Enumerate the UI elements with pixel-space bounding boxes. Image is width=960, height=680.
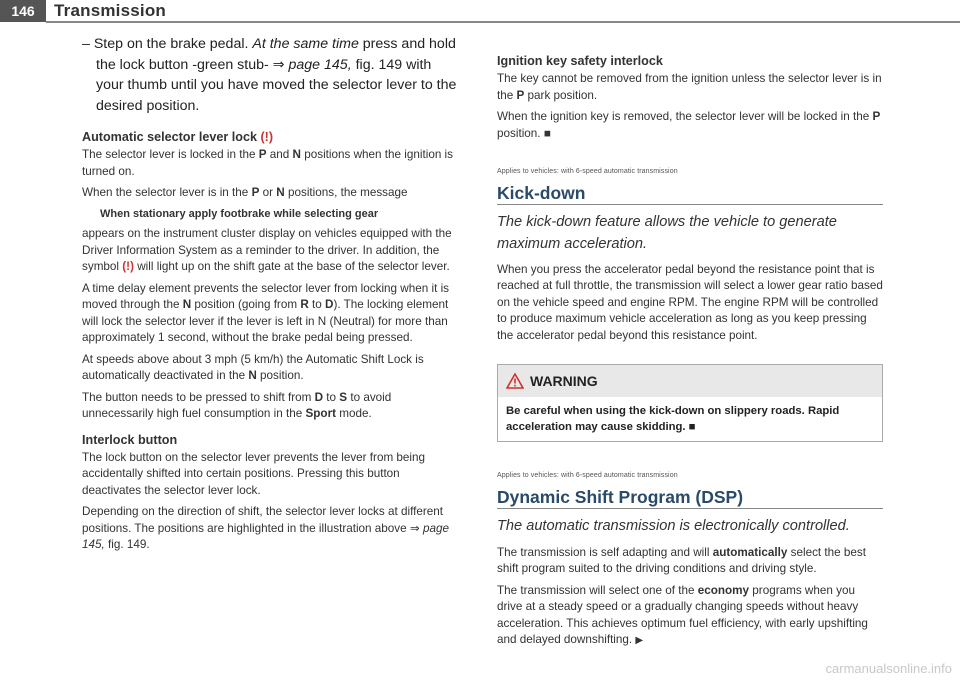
applies-note: Applies to vehicles: with 6-speed automatic transmission [497, 472, 678, 479]
heading-auto-lock: Automatic selector lever lock (!) [82, 130, 274, 144]
paragraph: When the ignition key is removed, the selector lever will be locked in the P position. ■ [497, 110, 881, 140]
right-column [497, 34, 883, 650]
paragraph: The button needs to be pressed to shift from D to S to avoid unnecessarily high fuel consumption in the Sport mode. [82, 390, 392, 420]
watermark: carmanualsonline.info [825, 661, 952, 676]
display-message: When stationary apply footbrake while selecting gear [100, 207, 379, 220]
page-header [0, 0, 960, 24]
paragraph: Depending on the direction of shift, the selector lever locks at different positions. The positions are highlighted in the illustration above ⇒ page 145, fig. 149. [82, 505, 449, 551]
heading-interlock: Interlock button [82, 432, 178, 447]
warning-header [498, 365, 882, 397]
paragraph: appears on the instrument cluster display on vehicles equipped with the Driver Information System as a reminder to the driver. In addition, the symbol (!) will light up on the shift gate at the base of the selector lever. [82, 227, 452, 273]
heading-dsp: Dynamic Shift Program (DSP) [497, 486, 744, 507]
section-intro: The automatic transmission is electronically controlled. [497, 517, 850, 534]
heading-rule [497, 204, 883, 205]
step-instruction: – Step on the brake pedal. At the same time press and hold the lock button -green stub- ⇒ page 145, fig. 149 with your thumb until you have moved the selector lever to the desired position. [82, 36, 457, 114]
paragraph: When the selector lever is in the P or N positions, the message [82, 186, 408, 199]
paragraph: The key cannot be removed from the ignition unless the selector lever is in the P park position. [497, 72, 882, 102]
applies-note: Applies to vehicles: with 6-speed automatic transmission [497, 168, 678, 175]
paragraph: The transmission is self adapting and will automatically select the best shift program suited to the driving conditions and driving style. [497, 545, 867, 575]
foot-brake-icon: (!) [122, 260, 134, 273]
page-ref-link[interactable]: page 145, [288, 56, 352, 73]
warning-box [497, 364, 883, 442]
section-title: Transmission [54, 1, 166, 20]
continue-arrow-icon[interactable]: ▶ [635, 635, 644, 646]
paragraph: A time delay element prevents the selector lever from locking when it is moved through the N position (going from R to D). The locking element will lock the selector lever if the lever is left in N (Neutral) for more than approximately 1 second, without the brake pedal being pressed. [82, 281, 450, 344]
foot-brake-icon: (!) [260, 130, 274, 144]
left-column [82, 34, 462, 554]
heading-rule [497, 508, 883, 509]
paragraph: At speeds above about 3 mph (5 km/h) the Automatic Shift Lock is automatically deactivated in the N position. [82, 352, 424, 382]
header-rule [46, 21, 960, 23]
warning-triangle-icon [506, 373, 524, 389]
paragraph: The transmission will select one of the economy programs when you drive at a steady speed or a gradually changing speeds without heavy acceleration. This achieves optimum fuel efficiency, with early upshifting and delayed downshifting. ▶ [497, 583, 868, 646]
page-number: 146 [0, 0, 46, 22]
page-ref-link[interactable]: page 145, [82, 521, 449, 551]
paragraph: When you press the accelerator pedal beyond the resistance point that is reached at full throttle, the transmission will select a lower gear ratio based on the vehicle speed and engine RPM. The engine RPM will be controlled to produce maximum vehicle acceleration as long as you keep pressing the accelerator pedal beyond this resistance point. [497, 262, 883, 342]
paragraph: The lock button on the selector lever prevents the lever from being accidentally shifted into certain positions. Pressing this button deactivates the selector lever lock. [82, 450, 426, 497]
heading-kick-down: Kick-down [497, 182, 586, 203]
warning-title: WARNING [530, 373, 598, 389]
warning-body: Be careful when using the kick-down on slippery roads. Rapid acceleration may cause skidding. ■ [506, 405, 840, 433]
paragraph: The selector lever is locked in the P and N positions when the ignition is turned on. [82, 148, 454, 178]
end-mark: ■ [543, 126, 551, 140]
heading-ignition-interlock: Ignition key safety interlock [497, 54, 663, 68]
section-intro: The kick-down feature allows the vehicle to generate maximum acceleration. [497, 213, 837, 252]
